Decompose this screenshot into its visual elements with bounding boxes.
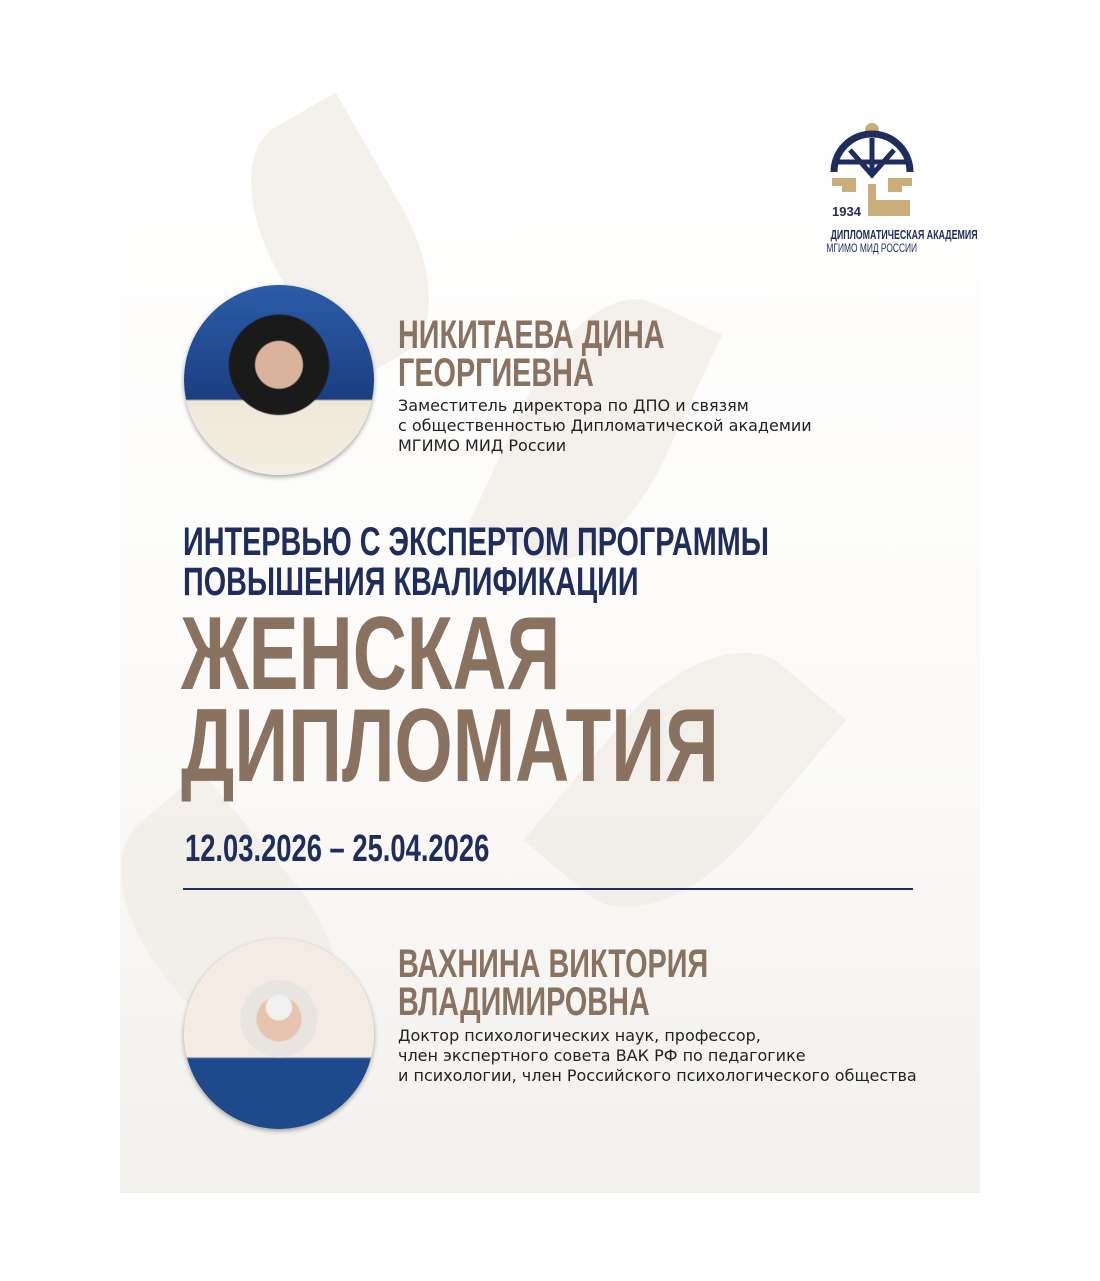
expert2-description: Доктор психологических наук, профессор, член экспертного совета ВАК РФ по педагогике и психологии, член Российского психологического общества [398, 1026, 917, 1085]
logo-name: ДИПЛОМАТИЧЕСКАЯ АКАДЕМИЯ [830, 227, 978, 242]
expert1-description: Заместитель директора по ДПО и связям с общественностью Дипломатической академии МГИМО МИД России [398, 396, 812, 455]
expert1-photo [184, 285, 374, 475]
logo-subname: МГИМО МИД РОССИИ [826, 241, 918, 255]
expert2-photo [184, 939, 374, 1129]
expert2-name: ВАХНИНА ВИКТОРИЯ ВЛАДИМИРОВНА [398, 942, 709, 1024]
academy-logo [796, 120, 978, 255]
program-title: ЖЕНСКАЯ ДИПЛОМАТИЯ [181, 596, 719, 804]
divider [183, 888, 913, 890]
logo-year: 1934 [832, 204, 861, 219]
program-heading: ИНТЕРВЬЮ С ЭКСПЕРТОМ ПРОГРАММЫ ПОВЫШЕНИЯ КВАЛИФИКАЦИИ [183, 520, 769, 604]
expert1-name: НИКИТАЕВА ДИНА ГЕОРГИЕВНА [398, 313, 665, 395]
program-dates: 12.03.2026 – 25.04.2026 [185, 828, 490, 870]
